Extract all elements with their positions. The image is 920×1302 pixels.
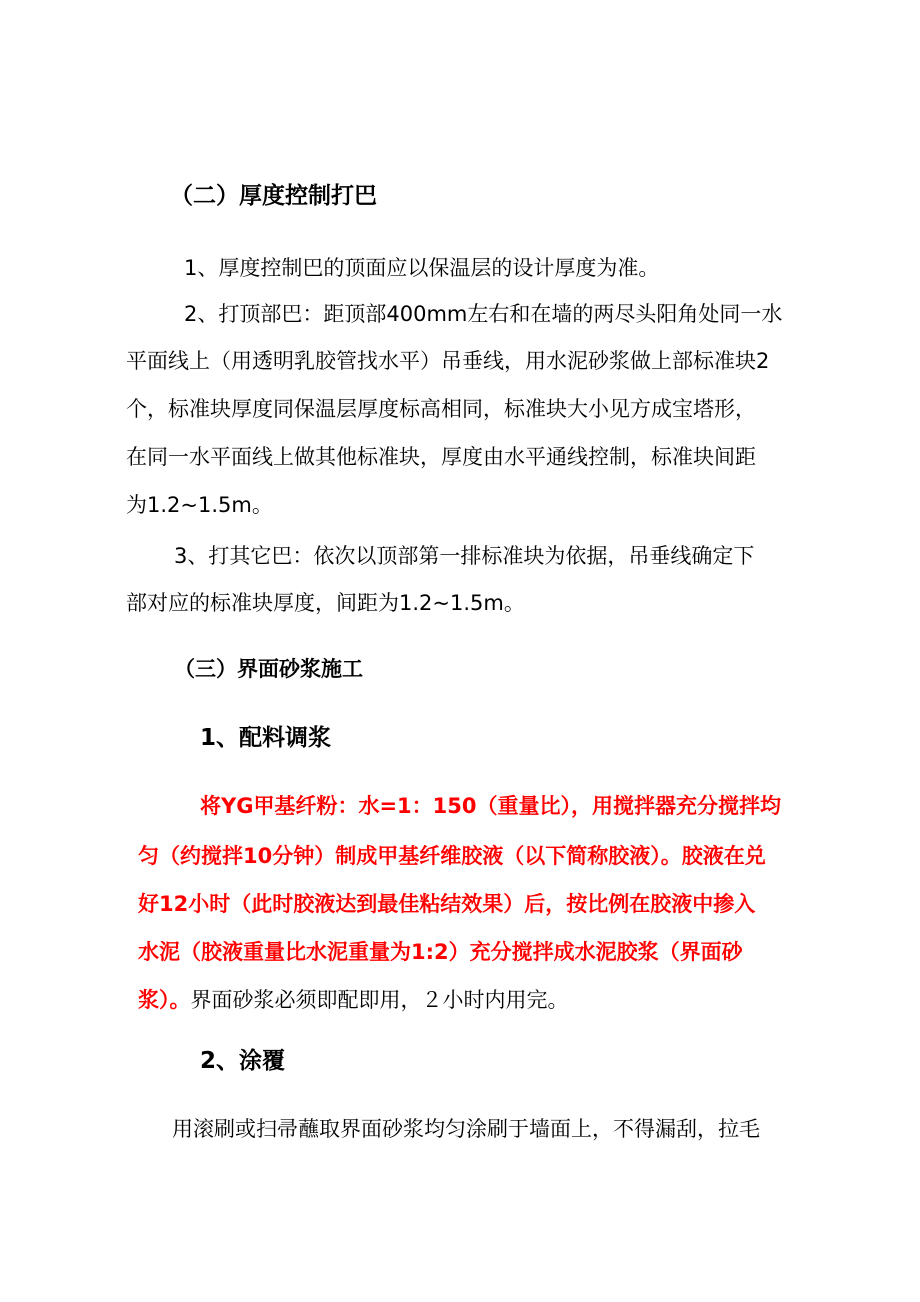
mixing-red-line-4: 水泥（胶液重量比水泥重量为1:2）充分搅拌成水泥胶浆（界面砂 [138, 940, 743, 964]
section-2-item-1: 1、厚度控制巴的顶面应以保温层的设计厚度为准。 [184, 256, 660, 280]
section-2-item-2-line-1: 2、打顶部巴：距顶部400mm左右和在墙的两尽头阳角处同一水 [184, 302, 783, 326]
sub-heading-mixing: 1、配料调浆 [200, 725, 332, 751]
section-2-item-2-line-4: 在同一水平面线上做其他标准块，厚度由水平通线控制，标准块间距 [126, 445, 756, 469]
section-2-item-3-line-2: 部对应的标准块厚度，间距为1.2~1.5m。 [126, 591, 525, 615]
mixing-black-tail: 界面砂浆必须即配即用，２小时内用完。 [190, 988, 569, 1012]
section-3-heading: （三）界面砂浆施工 [174, 657, 363, 681]
mixing-red-line-3: 好12小时（此时胶液达到最佳粘结效果）后，按比例在胶液中掺入 [138, 892, 756, 916]
section-2-item-3-line-1: 3、打其它巴：依次以顶部第一排标准块为依据，吊垂线确定下 [174, 544, 755, 568]
mixing-line-5 [138, 985, 569, 1015]
section-2-item-2-line-5: 为1.2~1.5m。 [126, 493, 273, 517]
section-2-item-2-line-3: 个，标准块厚度同保温层厚度标高相同，标准块大小见方成宝塔形， [126, 397, 756, 421]
coating-text: 用滚刷或扫帚蘸取界面砂浆均匀涂刷于墙面上，不得漏刮，拉毛 [172, 1117, 760, 1141]
mixing-red-line-1: 将YG甲基纤粉：水=1：150（重量比），用搅拌器充分搅拌均 [200, 794, 781, 818]
mixing-red-line-2: 匀（约搅拌10分钟）制成甲基纤维胶液（以下简称胶液）。胶液在兑 [138, 844, 766, 868]
sub-heading-coating: 2、涂覆 [200, 1048, 286, 1074]
section-2-item-2-line-2: 平面线上（用透明乳胶管找水平）吊垂线，用水泥砂浆做上部标准块2 [126, 349, 770, 373]
section-2-heading: （二）厚度控制打巴 [170, 183, 377, 209]
mixing-red-tail: 浆）。 [138, 988, 191, 1012]
